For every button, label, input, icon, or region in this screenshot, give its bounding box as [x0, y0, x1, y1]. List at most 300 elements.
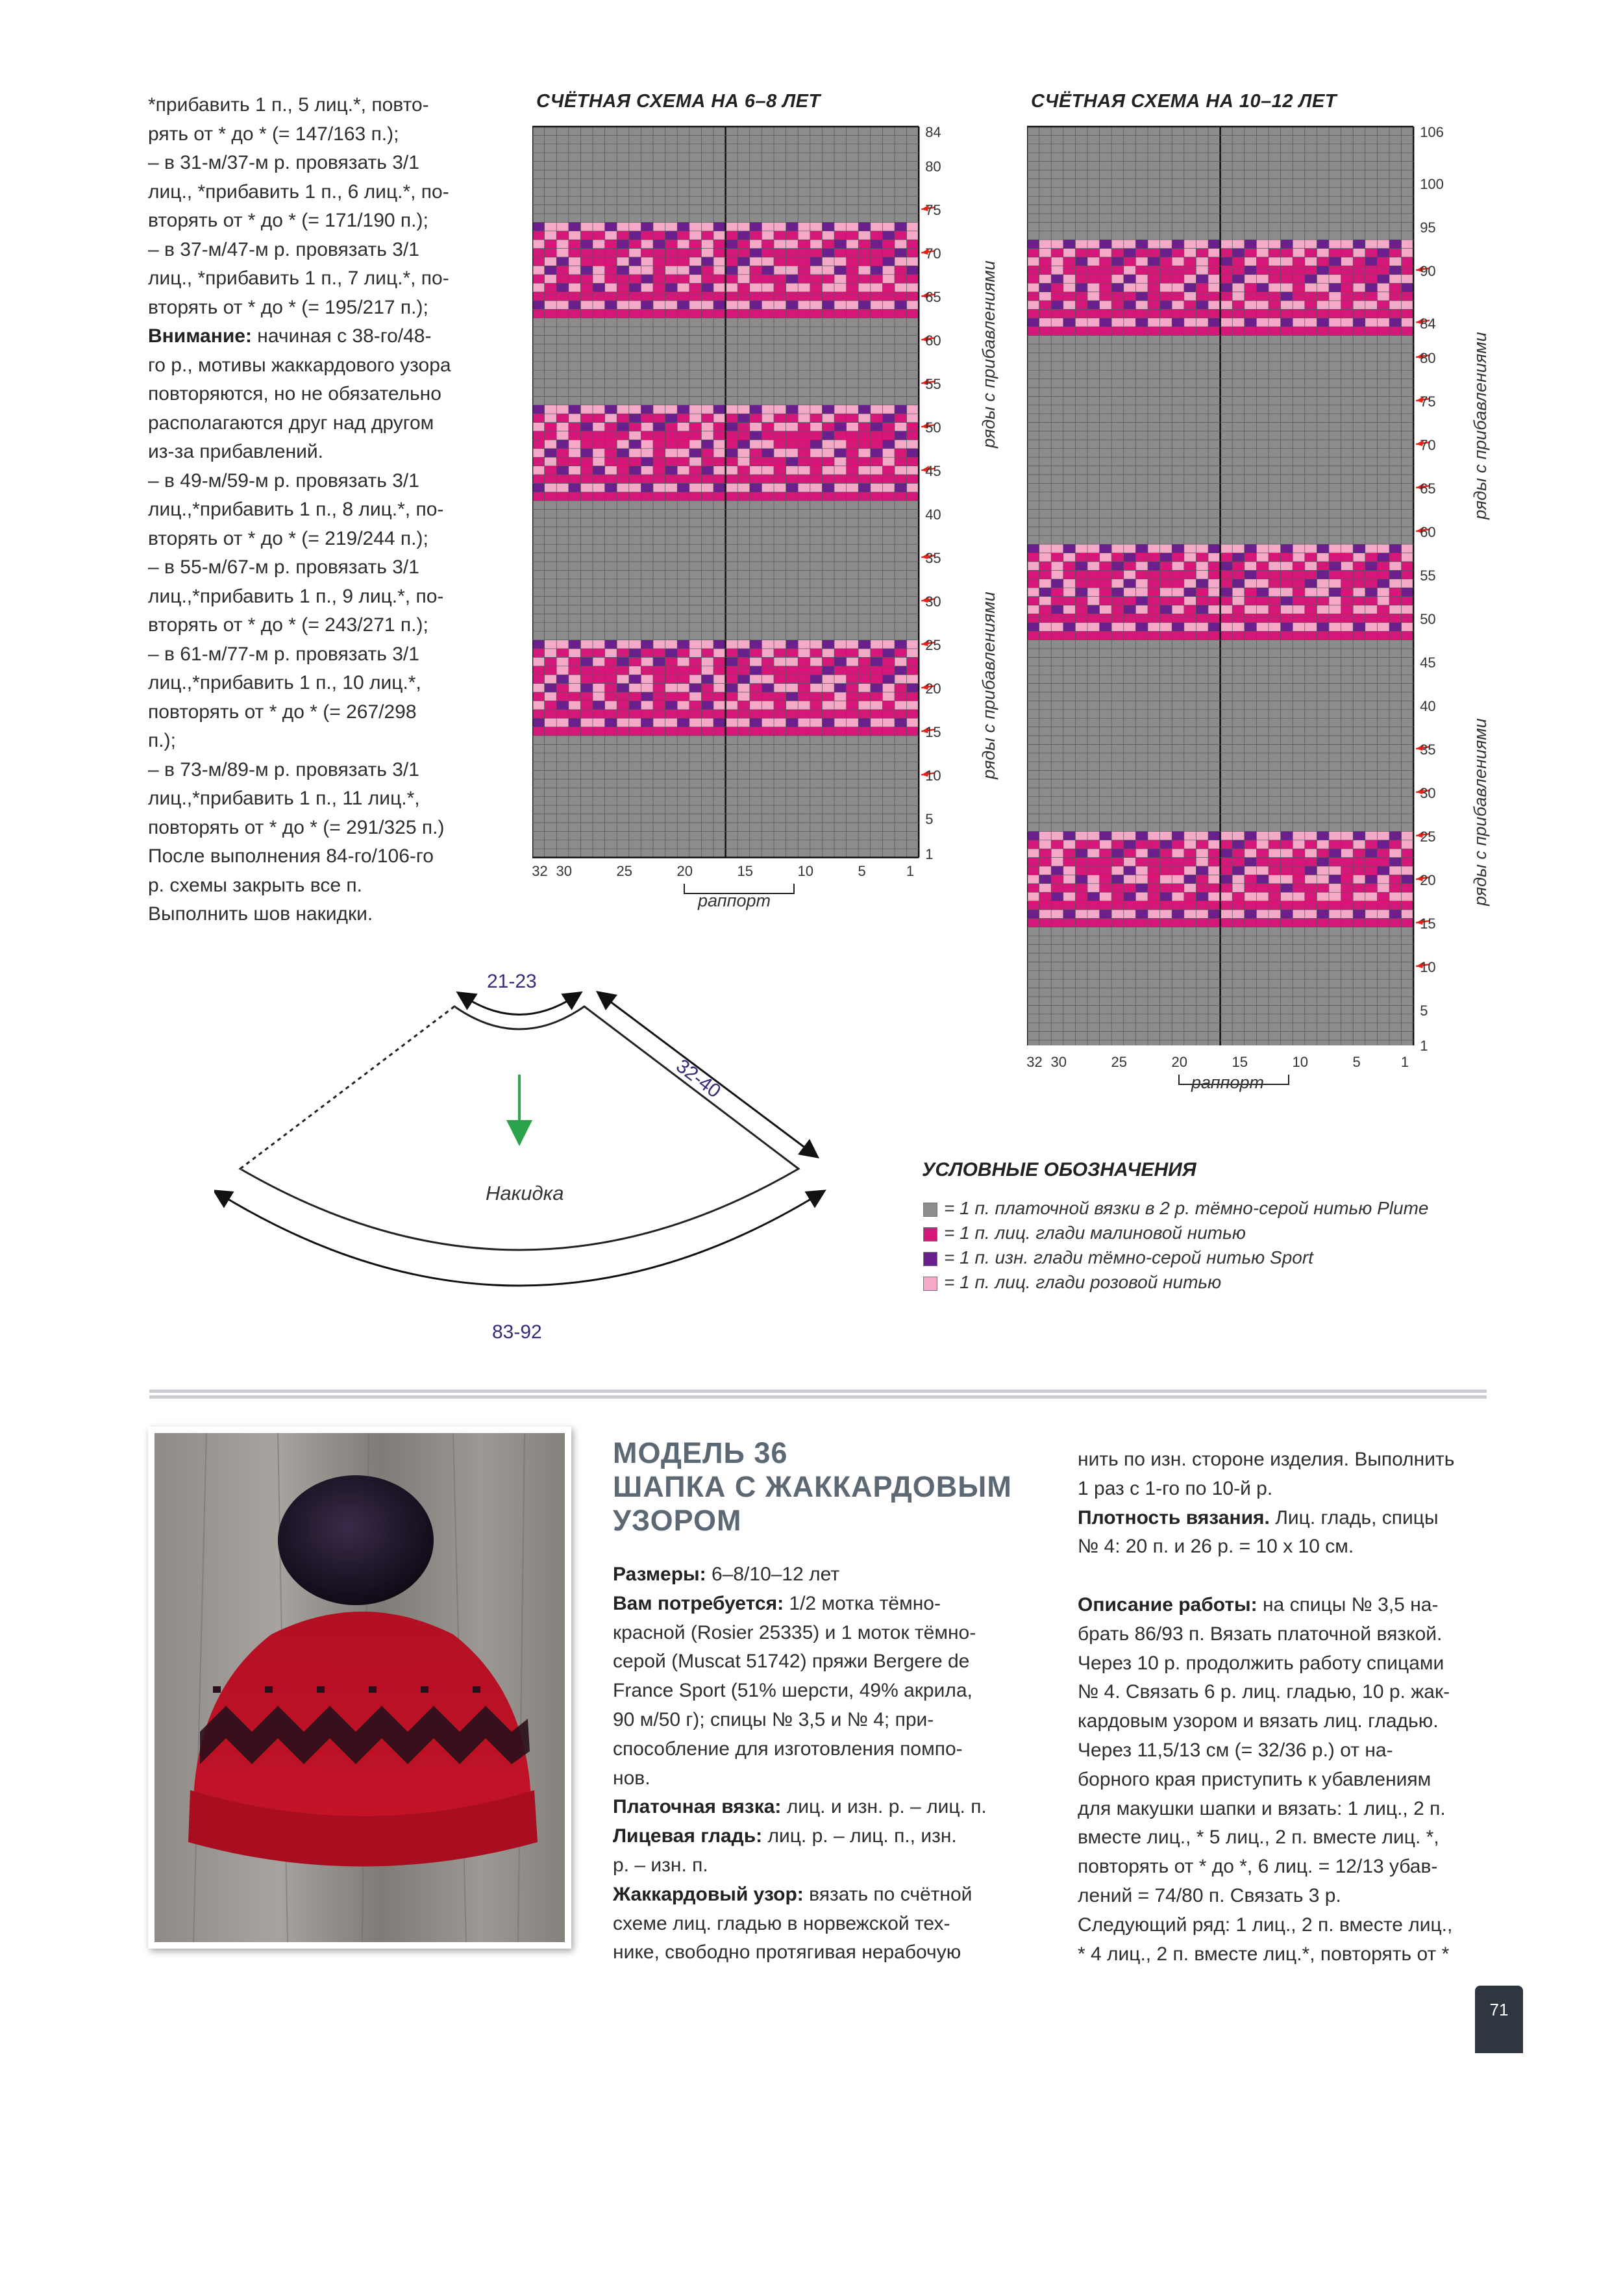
chart-cell [786, 309, 799, 318]
chart-cell [786, 492, 799, 501]
text-line-body: нике, свободно протягивая нерабочую [613, 1941, 961, 1964]
chart-cell [1220, 292, 1233, 301]
chart-cell [847, 466, 859, 475]
chart-cell [1051, 614, 1063, 622]
chart-cell [798, 649, 810, 657]
chart-cell [629, 414, 641, 422]
chart-cell [1135, 831, 1148, 840]
chart-cell [1111, 831, 1124, 840]
chart-cell [1329, 901, 1341, 910]
chart-cell [556, 283, 569, 292]
chart-cell [798, 301, 810, 309]
chart-cell [858, 640, 871, 649]
chart-cell [726, 309, 738, 318]
chart-cell [701, 405, 713, 414]
chart2-col-label: 25 [1111, 1054, 1127, 1071]
chart-cell [532, 710, 545, 718]
chart-cell [1148, 631, 1160, 640]
chart-cell [1305, 840, 1317, 849]
text-line-body: Через 11,5/13 см (= 32/36 р.) от на- [1078, 1739, 1393, 1761]
chart-cell [907, 710, 919, 718]
chart-cell [726, 275, 738, 283]
chart-cell [1039, 597, 1052, 605]
chart-cell [858, 692, 871, 701]
chart-cell [834, 309, 847, 318]
chart-cell [629, 449, 641, 457]
chart-cell [834, 222, 847, 231]
chart-cell [871, 249, 883, 257]
chart-cell [810, 727, 823, 736]
chart-cell [1245, 275, 1257, 283]
chart1-col-label: 30 [556, 862, 572, 879]
chart-cell [1389, 884, 1402, 892]
chart-cell [1172, 849, 1184, 857]
instruction-line: лиц., *прибавить 1 п., 7 лиц.*, по- [148, 268, 449, 289]
chart-cell [641, 449, 653, 457]
text-line [1078, 1504, 1454, 1533]
chart-cell [580, 414, 593, 422]
chart-cell [1281, 327, 1293, 335]
chart-cell [810, 684, 823, 692]
chart-cell [605, 257, 617, 266]
chart-cell [750, 449, 762, 457]
chart-cell [822, 431, 834, 440]
chart-cell [1027, 275, 1039, 283]
chart-cell [1220, 275, 1233, 283]
page-number: 71 [1475, 1986, 1523, 2053]
chart-cell [1063, 614, 1076, 622]
bottom-measure-arc [221, 1195, 818, 1286]
chart-cell [1051, 283, 1063, 292]
chart-cell [1281, 544, 1293, 553]
chart-cell [1256, 579, 1269, 588]
chart-cell [556, 222, 569, 231]
chart2-row-label: 20 [1420, 872, 1436, 889]
chart-cell [713, 684, 726, 692]
chart-cell [737, 475, 750, 483]
chart-cell [786, 475, 799, 483]
chart-cell [605, 684, 617, 692]
chart-cell [545, 423, 557, 431]
chart-cell [1293, 588, 1305, 596]
chart-cell [858, 292, 871, 301]
chart-cell [847, 431, 859, 440]
chart-cell [1245, 849, 1257, 857]
chart-cell [1341, 266, 1354, 274]
chart-cell [1281, 918, 1293, 927]
chart-cell [882, 249, 895, 257]
chart-cell [1051, 840, 1063, 849]
chart-cell [1087, 579, 1100, 588]
chart-cell [1281, 562, 1293, 570]
chart-cell [1377, 892, 1389, 901]
chart-cell [665, 292, 678, 301]
chart-cell [545, 405, 557, 414]
chart2-row-label: 75 [1420, 393, 1436, 410]
chart-cell [1051, 831, 1063, 840]
chart-cell [1402, 266, 1414, 274]
chart-cell [677, 727, 689, 736]
chart-cell [858, 257, 871, 266]
chart-cell [847, 449, 859, 457]
chart-cell [556, 675, 569, 683]
chart-cell [822, 440, 834, 448]
chart-cell [1281, 831, 1293, 840]
chart-cell [1305, 579, 1317, 588]
chart-cell [677, 457, 689, 466]
chart-cell [1160, 858, 1172, 866]
chart-cell [713, 466, 726, 475]
chart-cell [665, 275, 678, 283]
chart-cell [629, 692, 641, 701]
chart-cell [677, 684, 689, 692]
chart-cell [701, 457, 713, 466]
chart-cell [1039, 283, 1052, 292]
chart-cell [1232, 623, 1245, 631]
chart-cell [1341, 301, 1354, 309]
chart-cell [1100, 318, 1112, 327]
chart-cell [1232, 892, 1245, 901]
chart-cell [1389, 866, 1402, 875]
chart-cell [1402, 249, 1414, 257]
chart-cell [1111, 292, 1124, 301]
chart-cell [798, 727, 810, 736]
chart-cell [1027, 327, 1039, 335]
chart-cell [774, 666, 786, 675]
chart-cell [1402, 292, 1414, 301]
chart-cell [762, 431, 774, 440]
chart-cell [545, 692, 557, 701]
chart-cell [750, 222, 762, 231]
chart-cell [798, 657, 810, 666]
chart-cell [605, 640, 617, 649]
text-line [1078, 1620, 1454, 1649]
chart-cell [1377, 840, 1389, 849]
chart-cell [1063, 553, 1076, 562]
chart-cell [569, 666, 581, 675]
chart-cell [1232, 283, 1245, 292]
chart-cell [750, 492, 762, 501]
chart-cell [1075, 301, 1087, 309]
chart-cell [1039, 884, 1052, 892]
chart-cell [653, 475, 665, 483]
chart-cell [798, 684, 810, 692]
chart-cell [1208, 553, 1220, 562]
chart-cell [713, 431, 726, 440]
chart-cell [1100, 275, 1112, 283]
chart-cell [653, 283, 665, 292]
chart2-row-label: 80 [1420, 350, 1436, 367]
chart-cell [653, 275, 665, 283]
chart-cell [1135, 623, 1148, 631]
chart-cell [737, 692, 750, 701]
chart-cell [713, 231, 726, 240]
chart-cell [1220, 553, 1233, 562]
chart-cell [1075, 858, 1087, 866]
chart-cell [1184, 266, 1196, 274]
chart-cell [580, 257, 593, 266]
chart-cell [1305, 257, 1317, 266]
chart-cell [1365, 597, 1378, 605]
chart-cell [1172, 544, 1184, 553]
chart-cell [895, 292, 907, 301]
chart-cell [556, 466, 569, 475]
text-line-bold: Лицевая гладь: [613, 1825, 763, 1847]
chart-cell [847, 492, 859, 501]
chart-cell [810, 475, 823, 483]
chart-cell [532, 423, 545, 431]
chart2-row-label: 15 [1420, 916, 1436, 932]
chart-cell [834, 727, 847, 736]
chart-cell [605, 727, 617, 736]
chart-cell [1051, 292, 1063, 301]
chart-cell [895, 483, 907, 492]
chart-cell [1329, 614, 1341, 622]
instruction-line: из-за прибавлений. [148, 441, 323, 462]
chart-cell [1281, 910, 1293, 918]
chart-cell [1353, 318, 1365, 327]
chart-cell [1389, 588, 1402, 596]
chart2-grid [1027, 123, 1430, 1045]
chart-cell [1051, 901, 1063, 910]
chart-cell [689, 684, 702, 692]
chart-cell [1256, 553, 1269, 562]
chart-cell [822, 718, 834, 727]
chart-cell [1305, 570, 1317, 579]
chart-cell [1232, 918, 1245, 927]
chart-cell [871, 657, 883, 666]
chart-cell [1124, 240, 1136, 248]
chart-cell [822, 457, 834, 466]
chart-cell [858, 231, 871, 240]
text-line-body: красной (Rosier 25335) и 1 моток тёмно- [613, 1621, 976, 1643]
chart-cell [1172, 884, 1184, 892]
chart-cell [532, 457, 545, 466]
chart-cell [665, 266, 678, 274]
chart2-row-label: 55 [1420, 568, 1436, 584]
chart-cell [895, 710, 907, 718]
chart-cell [822, 492, 834, 501]
chart-cell [786, 718, 799, 727]
chart-cell [774, 640, 786, 649]
chart-cell [1124, 892, 1136, 901]
chart-cell [653, 684, 665, 692]
materials-column [613, 1560, 987, 1967]
chart-cell [1039, 257, 1052, 266]
chart-cell [1100, 910, 1112, 918]
chart-cell [750, 692, 762, 701]
chart-cell [834, 249, 847, 257]
chart-cell [1124, 866, 1136, 875]
chart-cell [665, 257, 678, 266]
chart-cell [1172, 240, 1184, 248]
chart-cell [1135, 544, 1148, 553]
chart-cell [580, 727, 593, 736]
chart-cell [665, 483, 678, 492]
chart-cell [641, 240, 653, 248]
chart-cell [871, 231, 883, 240]
chart-cell [569, 449, 581, 457]
chart-cell [641, 492, 653, 501]
chart-cell [1389, 327, 1402, 335]
chart-cell [1111, 866, 1124, 875]
chart-cell [1389, 579, 1402, 588]
chart-cell [1111, 309, 1124, 318]
chart-cell [665, 640, 678, 649]
chart-cell [1341, 597, 1354, 605]
chart-cell [726, 266, 738, 274]
chart-cell [1293, 570, 1305, 579]
chart-cell [798, 440, 810, 448]
chart-cell [653, 483, 665, 492]
chart-cell [786, 249, 799, 257]
chart-cell [1377, 875, 1389, 883]
chart-cell [1196, 892, 1208, 901]
chart-cell [701, 449, 713, 457]
chart-cell [810, 231, 823, 240]
chart-cell [834, 692, 847, 701]
chart-cell [569, 710, 581, 718]
chart-cell [882, 466, 895, 475]
chart-cell [1135, 257, 1148, 266]
chart-cell [1135, 866, 1148, 875]
chart-cell [1245, 588, 1257, 596]
chart-cell [1208, 901, 1220, 910]
chart-cell [665, 649, 678, 657]
chart-cell [762, 657, 774, 666]
chart2-row-label: 30 [1420, 785, 1436, 802]
chart-cell [701, 684, 713, 692]
chart-cell [1232, 631, 1245, 640]
chart-cell [834, 283, 847, 292]
chart-cell [1100, 544, 1112, 553]
chart-cell [593, 449, 605, 457]
chart-cell [1220, 605, 1233, 614]
chart-cell [1220, 858, 1233, 866]
chart-cell [689, 466, 702, 475]
chart-cell [895, 275, 907, 283]
chart-cell [1281, 249, 1293, 257]
chart-cell [798, 718, 810, 727]
chart-cell [1377, 283, 1389, 292]
chart-cell [1148, 249, 1160, 257]
legend-swatch [923, 1203, 937, 1217]
text-line-body: нить по изн. стороне изделия. Выполнить [1078, 1449, 1455, 1470]
chart-cell [1124, 614, 1136, 622]
chart-cell [1269, 544, 1281, 553]
chart-cell [1341, 240, 1354, 248]
chart-cell [689, 718, 702, 727]
chart-cell [1256, 327, 1269, 335]
chart-cell [1160, 579, 1172, 588]
chart-cell [1389, 544, 1402, 553]
chart-cell [737, 718, 750, 727]
chart2-col-label: 10 [1292, 1054, 1308, 1071]
chart-cell [1135, 309, 1148, 318]
chart-cell [1305, 614, 1317, 622]
chart-cell [1341, 840, 1354, 849]
chart-cell [1172, 570, 1184, 579]
chart1-row-label: 70 [925, 245, 941, 262]
instruction-line: Выполнить шов накидки. [148, 903, 373, 925]
chart-cell [1039, 249, 1052, 257]
chart-cell [1329, 579, 1341, 588]
chart-cell [1063, 249, 1076, 257]
chart-cell [1148, 901, 1160, 910]
legend-item [923, 1198, 1428, 1219]
chart-cell [834, 640, 847, 649]
chart-cell [1208, 631, 1220, 640]
chart-cell [556, 684, 569, 692]
chart-cell [1087, 858, 1100, 866]
chart-cell [810, 710, 823, 718]
chart-cell [532, 727, 545, 736]
chart-cell [629, 718, 641, 727]
chart-cell [1087, 623, 1100, 631]
chart-cell [1402, 858, 1414, 866]
chart-cell [1051, 544, 1063, 553]
chart-cell [798, 457, 810, 466]
chart-cell [1365, 275, 1378, 283]
chart-cell [1148, 544, 1160, 553]
chart-cell [1196, 327, 1208, 335]
chart-cell [1100, 240, 1112, 248]
chart-cell [1402, 901, 1414, 910]
chart-cell [1305, 866, 1317, 875]
chart-cell [629, 257, 641, 266]
chart-cell [1317, 840, 1329, 849]
chart-cell [750, 684, 762, 692]
chart-cell [1135, 249, 1148, 257]
chart-cell [1075, 318, 1087, 327]
chart-cell [1124, 840, 1136, 849]
chart-cell [617, 231, 629, 240]
chart-cell [1135, 858, 1148, 866]
chart-cell [689, 649, 702, 657]
chart-cell [1245, 249, 1257, 257]
chart-cell [593, 666, 605, 675]
chart-cell [847, 405, 859, 414]
chart-cell [1293, 840, 1305, 849]
chart-cell [726, 414, 738, 422]
text-line-body: вязать по счётной [803, 1883, 973, 1905]
chart-cell [617, 414, 629, 422]
chart-cell [750, 675, 762, 683]
chart-cell [1160, 266, 1172, 274]
chart-cell [834, 675, 847, 683]
chart-cell [677, 475, 689, 483]
chart-cell [1148, 623, 1160, 631]
chart-cell [1293, 309, 1305, 318]
chart-cell [1196, 614, 1208, 622]
chart-cell [1124, 588, 1136, 596]
chart-cell [629, 266, 641, 274]
chart-cell [569, 231, 581, 240]
chart-cell [1039, 605, 1052, 614]
chart-cell [847, 649, 859, 657]
chart-cell [1353, 910, 1365, 918]
legend-swatch [923, 1227, 937, 1242]
chart-cell [750, 292, 762, 301]
chart-cell [545, 483, 557, 492]
instruction-line: *прибавить 1 п., 5 лиц.*, повто- [148, 94, 429, 116]
chart-cell [1087, 875, 1100, 883]
chart-cell [569, 440, 581, 448]
chart-cell [737, 405, 750, 414]
chart-cell [786, 701, 799, 709]
chart-cell [1196, 544, 1208, 553]
chart-cell [737, 640, 750, 649]
